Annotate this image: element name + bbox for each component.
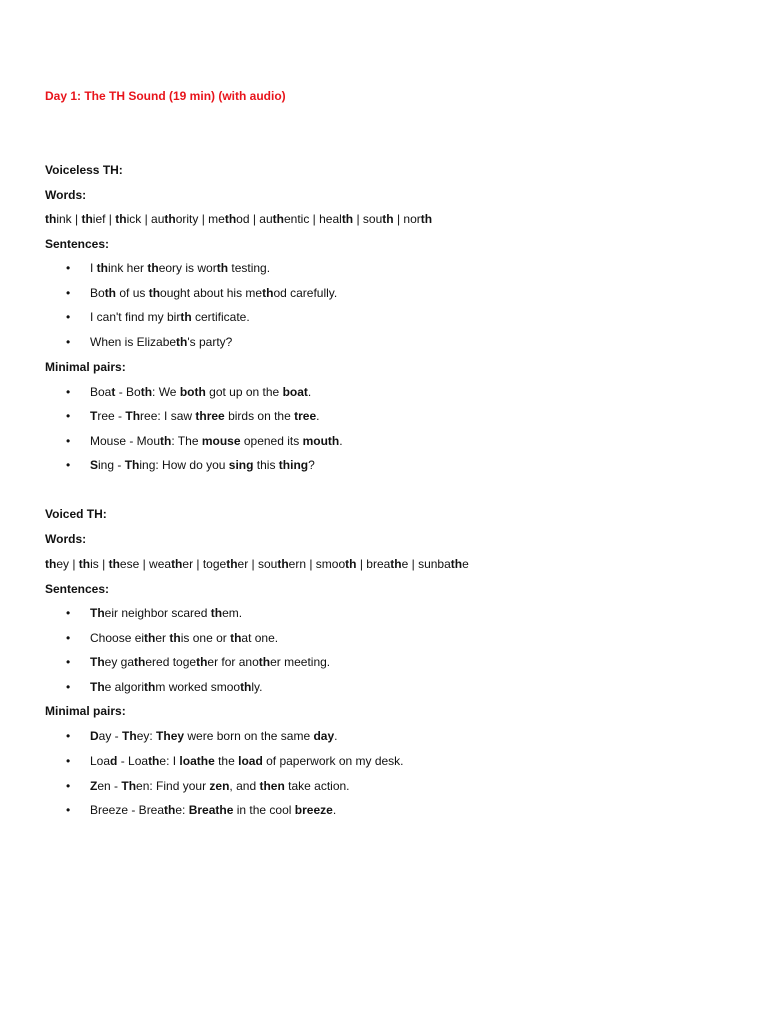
voiced-sentence-1: Their neighbor scared them. xyxy=(90,606,243,620)
voiceless-pairs-label: Minimal pairs: xyxy=(45,360,126,374)
voiceless-sentence-1: I think her theory is worth testing. xyxy=(90,261,271,275)
voiceless-pair-2: Tree - Three: I saw three birds on the tree. xyxy=(90,409,320,423)
voiceless-words-line: think | thief | thick | authority | method | authentic | health | south | north xyxy=(45,212,433,226)
voiceless-sentence-4: When is Elizabeth's party? xyxy=(90,335,233,349)
bullet-icon: • xyxy=(66,779,71,793)
bullet-icon: • xyxy=(66,409,71,423)
bullet-icon: • xyxy=(66,458,71,472)
bullet-icon: • xyxy=(66,803,71,817)
bullet-icon: • xyxy=(66,655,71,669)
bullet-icon: • xyxy=(66,434,71,448)
voiced-sentence-2: Choose either this one or that one. xyxy=(90,631,279,645)
voiceless-sentence-3: I can't find my birth certificate. xyxy=(90,310,250,324)
bullet-icon: • xyxy=(66,631,71,645)
voiceless-sentences-label: Sentences: xyxy=(45,237,110,251)
bullet-icon: • xyxy=(66,261,71,275)
bullet-icon: • xyxy=(66,754,71,768)
bullet-icon: • xyxy=(66,335,71,349)
voiced-pair-1: Day - They: They were born on the same day. xyxy=(90,729,338,743)
voiced-pairs-label: Minimal pairs: xyxy=(45,704,126,718)
voiced-pair-4: Breeze - Breathe: Breathe in the cool breeze. xyxy=(90,803,337,817)
voiced-words-label: Words: xyxy=(45,532,87,546)
voiceless-sentence-2: Both of us thought about his method carefully. xyxy=(90,286,338,300)
voiced-pair-2: Load - Loathe: I loathe the load of paperwork on my desk. xyxy=(90,754,404,768)
voiced-sentence-3: They gathered together for another meeting. xyxy=(90,655,331,669)
bullet-icon: • xyxy=(66,729,71,743)
voiced-words-line: they | this | these | weather | together | southern | smooth | breathe | sunbathe xyxy=(45,557,469,571)
bullet-icon: • xyxy=(66,606,71,620)
voiced-pair-3: Zen - Then: Find your zen, and then take action. xyxy=(90,779,350,793)
document-title: Day 1: The TH Sound (19 min) (with audio) xyxy=(45,89,286,103)
voiceless-words-label: Words: xyxy=(45,188,87,202)
bullet-icon: • xyxy=(66,385,71,399)
voiced-sentences-label: Sentences: xyxy=(45,582,110,596)
bullet-icon: • xyxy=(66,680,71,694)
voiceless-pair-1: Boat - Both: We both got up on the boat. xyxy=(90,385,312,399)
voiceless-heading: Voiceless TH: xyxy=(45,163,123,177)
voiced-sentence-4: The algorithm worked smoothly. xyxy=(90,680,263,694)
bullet-icon: • xyxy=(66,286,71,300)
voiceless-pair-3: Mouse - Mouth: The mouse opened its mouth. xyxy=(90,434,343,448)
bullet-icon: • xyxy=(66,310,71,324)
voiceless-pair-4: Sing - Thing: How do you sing this thing? xyxy=(90,458,315,472)
voiced-heading: Voiced TH: xyxy=(45,507,107,521)
